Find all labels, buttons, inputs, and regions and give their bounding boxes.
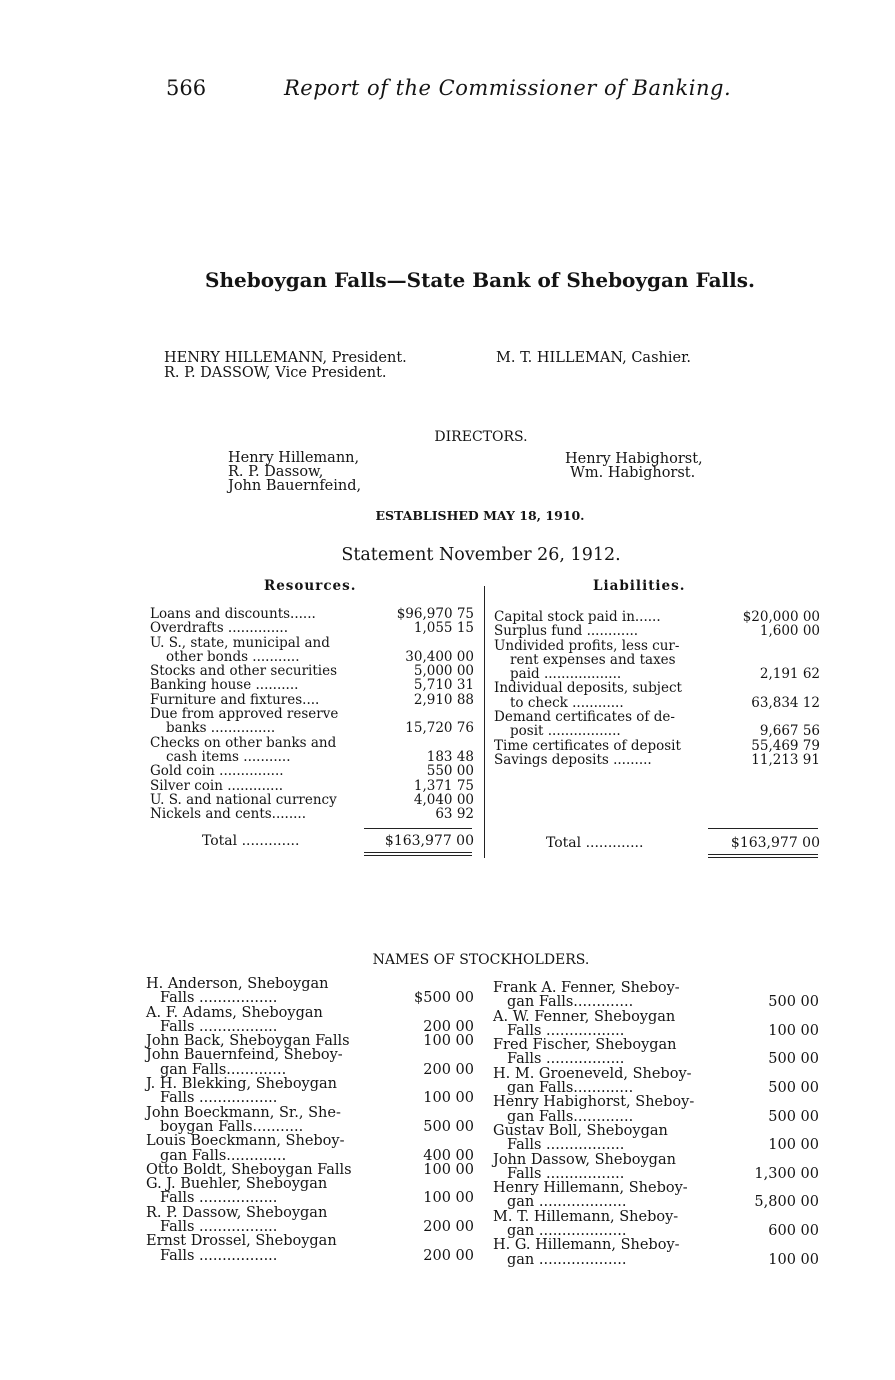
statement-row — [494, 739, 824, 753]
statement-row — [150, 621, 480, 635]
statement-row — [150, 750, 480, 764]
row-amount: 15,720 76 — [405, 720, 474, 737]
row-amount: 2,910 88 — [413, 691, 474, 708]
stockholder-name-continued: gan ................... — [507, 1223, 627, 1240]
stockholder-name-continued: gan Falls............. — [160, 1147, 287, 1164]
statement-row — [150, 664, 480, 678]
statement-date: Statement November 26, 1912. — [341, 545, 621, 565]
stockholder-name-continued: Falls ................. — [507, 1137, 625, 1154]
statement-row — [150, 693, 480, 707]
row-amount: 550 00 — [426, 763, 474, 780]
director-name: John Bauernfeind, — [228, 478, 362, 494]
stockholder-amount: 200 00 — [423, 1018, 474, 1035]
stockholder-name-continued: Falls ................. — [160, 1247, 278, 1264]
officer-president: HENRY HILLEMANN, President. — [164, 350, 407, 366]
row-amount: 5,000 00 — [413, 663, 474, 680]
stockholder-name: H. G. Hillemann, Sheboy- — [493, 1237, 680, 1254]
stockholder-name-continued: Falls ................. — [160, 990, 278, 1007]
stockholder-amount: 100 00 — [423, 1161, 474, 1178]
stockholder-name-continued: gan Falls............. — [160, 1061, 287, 1078]
stockholder-amount: $500 00 — [414, 990, 474, 1007]
stockholder-row — [146, 1234, 476, 1263]
stockholder-name: Otto Boldt, Sheboygan Falls — [146, 1161, 352, 1178]
stockholder-row — [146, 1134, 476, 1163]
stockholder-name-continued: Falls ................. — [160, 1018, 278, 1035]
director-name: Henry Hillemann, — [228, 450, 360, 466]
stockholder-name: Frank A. Fenner, Sheboy- — [493, 980, 680, 996]
row-label: paid .................. — [510, 666, 622, 683]
officer-cashier: M. T. HILLEMAN, Cashier. — [496, 350, 692, 366]
statement-row — [494, 639, 824, 653]
stockholder-amount: 200 00 — [423, 1061, 474, 1078]
row-amount: 9,667 56 — [759, 723, 820, 740]
stockholder-name: Ernst Drossel, Sheboygan — [146, 1233, 337, 1250]
stockholder-name: John Dassow, Sheboygan — [493, 1151, 676, 1168]
stockholder-row — [493, 1153, 823, 1182]
statement-row — [494, 653, 824, 667]
row-label: Surplus fund ............ — [494, 623, 639, 640]
row-amount: 2,191 62 — [759, 666, 820, 683]
stockholder-row — [493, 1067, 823, 1096]
stockholder-name: H. Anderson, Sheboygan — [146, 976, 329, 992]
row-label: Furniture and fixtures.... — [150, 691, 320, 708]
row-label: Savings deposits ......... — [494, 751, 652, 768]
statement-row — [150, 807, 480, 821]
stockholder-name: John Boeckmann, Sr., She- — [146, 1104, 341, 1121]
resources-heading: Resources. — [264, 578, 357, 594]
total-double-rule — [364, 855, 472, 856]
stockholder-name: Louis Boeckmann, Sheboy- — [146, 1133, 345, 1150]
total-rule — [708, 828, 818, 829]
statement-row — [150, 779, 480, 793]
row-amount: 5,710 31 — [413, 677, 474, 694]
stockholder-name: John Bauernfeind, Sheboy- — [146, 1047, 343, 1064]
statement-row — [150, 650, 480, 664]
stockholder-row — [146, 1163, 476, 1177]
stockholder-name: J. H. Blekking, Sheboygan — [146, 1076, 338, 1093]
stockholder-name-continued: boygan Falls........... — [160, 1118, 304, 1135]
stockholder-name: A. F. Adams, Sheboygan — [146, 1004, 323, 1021]
stockholder-row — [493, 1238, 823, 1267]
stockholder-name: M. T. Hillemann, Sheboy- — [493, 1208, 679, 1225]
stockholder-name: Henry Hillemann, Sheboy- — [493, 1180, 688, 1197]
statement-row — [150, 793, 480, 807]
row-label: Checks on other banks and — [150, 734, 337, 751]
row-amount: 1,600 00 — [759, 623, 820, 640]
stockholder-row — [493, 1095, 823, 1124]
resources-total-amount: $163,977 00 — [384, 833, 474, 849]
stockholder-row — [493, 1181, 823, 1210]
stockholder-name: John Back, Sheboygan Falls — [146, 1033, 350, 1050]
statement-row — [494, 710, 824, 724]
statement-row — [494, 696, 824, 710]
total-double-rule — [708, 857, 818, 858]
stockholder-name-continued: Falls ................. — [507, 1051, 625, 1068]
statement-row — [150, 721, 480, 735]
row-amount: 183 48 — [426, 748, 474, 765]
stockholder-name: Fred Fischer, Sheboygan — [493, 1037, 677, 1054]
liabilities-heading: Liabilities. — [593, 578, 686, 594]
stockholder-name-continued: Falls ................. — [160, 1190, 278, 1207]
stockholder-amount: 100 00 — [423, 1033, 474, 1050]
stockholder-name-continued: gan Falls............. — [507, 1108, 634, 1125]
stockholder-name-continued: Falls ................. — [160, 1090, 278, 1107]
liabilities-total-label: Total ............. — [546, 835, 644, 851]
stockholder-amount: 500 00 — [768, 994, 819, 1011]
stockholder-row — [146, 1077, 476, 1106]
liabilities-table — [494, 610, 824, 767]
row-amount: 55,469 79 — [751, 737, 820, 754]
stockholder-amount: 100 00 — [423, 1190, 474, 1207]
row-label: Banking house .......... — [150, 677, 299, 694]
row-label: Capital stock paid in...... — [494, 609, 661, 625]
stockholder-amount: 500 00 — [768, 1080, 819, 1097]
row-label: banks ............... — [166, 720, 276, 737]
stockholder-amount: 100 00 — [423, 1090, 474, 1107]
stockholder-amount: 500 00 — [768, 1051, 819, 1068]
row-label: Undivided profits, less cur- — [494, 637, 680, 654]
stockholder-row — [493, 1038, 823, 1067]
director-name: Wm. Habighorst. — [570, 465, 696, 481]
stockholder-row — [146, 977, 476, 1006]
stockholder-row — [493, 1124, 823, 1153]
stockholder-row — [493, 1010, 823, 1039]
row-amount: 1,055 15 — [413, 620, 474, 637]
directors-heading: DIRECTORS. — [434, 429, 528, 445]
statement-row — [494, 724, 824, 738]
stockholders-heading: NAMES OF STOCKHOLDERS. — [372, 952, 590, 968]
resources-total-label: Total ............. — [202, 833, 300, 849]
stockholder-name: Gustav Boll, Sheboygan — [493, 1122, 668, 1139]
statement-row — [494, 624, 824, 638]
row-label: U. S. and national currency — [150, 791, 337, 808]
row-label: other bonds ........... — [166, 648, 300, 665]
statement-row — [494, 667, 824, 681]
stockholder-amount: 100 00 — [768, 1251, 819, 1268]
row-label: Stocks and other securities — [150, 663, 338, 680]
row-amount: 1,371 75 — [413, 777, 474, 794]
stockholder-amount: 100 00 — [768, 1137, 819, 1154]
statement-row — [150, 678, 480, 692]
stockholder-amount: 600 00 — [768, 1223, 819, 1240]
stockholder-amount: 500 00 — [768, 1108, 819, 1125]
statement-row — [150, 707, 480, 721]
stockholder-name: R. P. Dassow, Sheboygan — [146, 1204, 328, 1221]
stockholders-left-column — [146, 977, 476, 1263]
row-label: Nickels and cents........ — [150, 806, 307, 823]
statement-row — [494, 681, 824, 695]
row-amount: 63,834 12 — [751, 694, 820, 711]
stockholder-amount: 5,800 00 — [754, 1194, 819, 1211]
row-amount: 30,400 00 — [405, 648, 474, 665]
stockholder-name-continued: gan Falls............. — [507, 994, 634, 1011]
stockholder-amount: 200 00 — [423, 1247, 474, 1264]
stockholder-row — [146, 1048, 476, 1077]
statement-row — [150, 607, 480, 621]
resources-table — [150, 607, 480, 821]
total-rule — [364, 828, 472, 829]
stockholder-amount: 100 00 — [768, 1022, 819, 1039]
stockholder-name-continued: Falls ................. — [507, 1165, 625, 1182]
officer-vice-president: R. P. DASSOW, Vice President. — [164, 365, 387, 381]
row-label: Demand certificates of de- — [494, 709, 675, 726]
stockholder-row — [146, 1034, 476, 1048]
statement-row — [150, 764, 480, 778]
stockholder-name: Henry Habighorst, Sheboy- — [493, 1094, 695, 1111]
stockholder-name: G. J. Buehler, Sheboygan — [146, 1176, 328, 1193]
row-label: Silver coin ............. — [150, 777, 284, 794]
stockholder-amount: 1,300 00 — [754, 1165, 819, 1182]
stockholder-name-continued: Falls ................. — [160, 1219, 278, 1236]
stockholders-right-column — [493, 981, 823, 1267]
row-amount: 63 92 — [435, 806, 474, 823]
total-double-rule — [364, 852, 472, 853]
stockholder-row — [146, 1206, 476, 1235]
director-name: R. P. Dassow, — [228, 464, 324, 480]
stockholder-row — [493, 981, 823, 1010]
row-label: Due from approved reserve — [150, 706, 339, 723]
total-double-rule — [708, 854, 818, 855]
row-label: Gold coin ............... — [150, 763, 284, 780]
row-label: Individual deposits, subject — [494, 680, 682, 697]
stockholder-amount: 400 00 — [423, 1147, 474, 1164]
row-label: U. S., state, municipal and — [150, 634, 330, 651]
row-amount: $20,000 00 — [742, 609, 820, 625]
stockholder-amount: 200 00 — [423, 1219, 474, 1236]
statement-row — [150, 736, 480, 750]
statement-row — [494, 610, 824, 624]
row-label: cash items ........... — [166, 748, 291, 765]
stockholder-row — [493, 1210, 823, 1239]
running-title: Report of the Commissioner of Banking. — [284, 76, 732, 100]
row-label: posit ................. — [510, 723, 621, 740]
stockholder-name-continued: gan ................... — [507, 1194, 627, 1211]
established-date: ESTABLISHED MAY 18, 1910. — [375, 508, 585, 523]
page-number: 566 — [166, 76, 207, 100]
director-name: Henry Habighorst, — [565, 451, 703, 467]
column-divider — [484, 586, 485, 858]
row-amount: 11,213 91 — [751, 751, 820, 768]
statement-row — [150, 636, 480, 650]
stockholder-row — [146, 1106, 476, 1135]
bank-title: Sheboygan Falls—State Bank of Sheboygan Falls. — [205, 268, 755, 292]
stockholder-row — [146, 1006, 476, 1035]
stockholder-name-continued: Falls ................. — [507, 1022, 625, 1039]
row-label: to check ............ — [510, 694, 624, 711]
liabilities-total-amount: $163,977 00 — [730, 835, 820, 851]
stockholder-row — [146, 1177, 476, 1206]
stockholder-name: H. M. Groeneveld, Sheboy- — [493, 1065, 692, 1082]
row-amount: $96,970 75 — [396, 606, 474, 622]
stockholder-amount: 500 00 — [423, 1118, 474, 1135]
stockholder-name: A. W. Fenner, Sheboygan — [493, 1008, 676, 1025]
row-label: Time certificates of deposit — [494, 737, 681, 754]
row-amount: 4,040 00 — [413, 791, 474, 808]
statement-row — [494, 753, 824, 767]
stockholder-name-continued: gan ................... — [507, 1251, 627, 1268]
row-label: Overdrafts .............. — [150, 620, 288, 637]
stockholder-name-continued: gan Falls............. — [507, 1080, 634, 1097]
row-label: rent expenses and taxes — [510, 651, 676, 668]
row-label: Loans and discounts...... — [150, 606, 316, 622]
